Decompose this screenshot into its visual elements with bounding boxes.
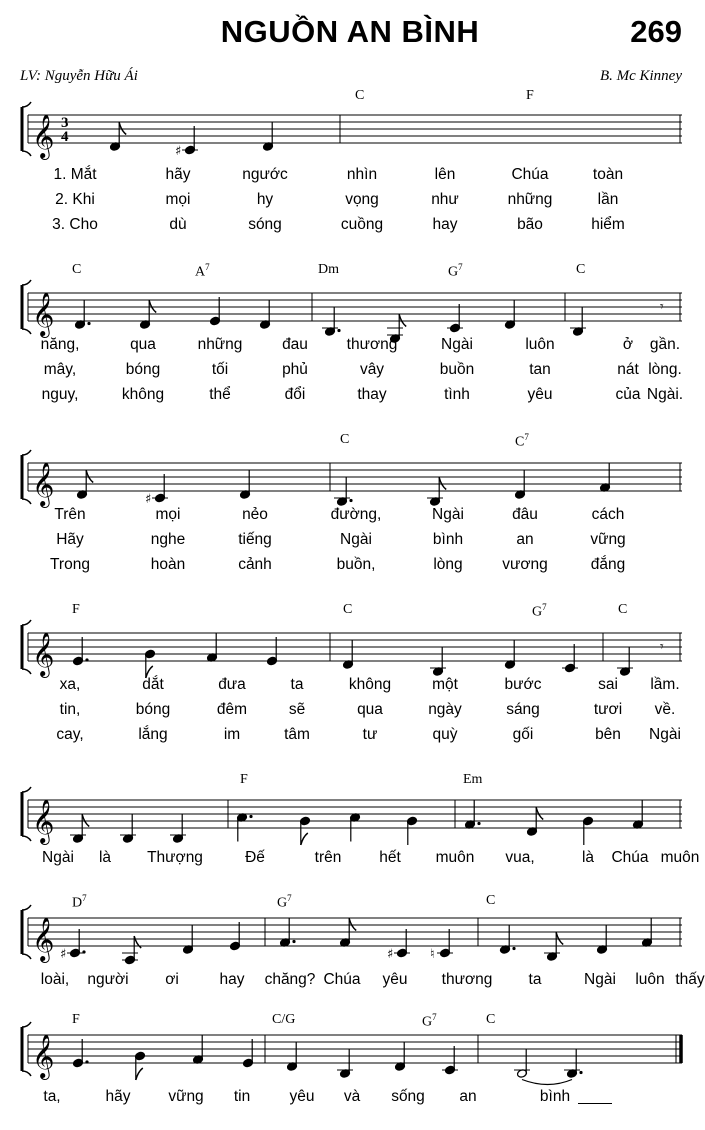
staff-system: [22, 102, 682, 160]
chord-name: C: [343, 602, 353, 617]
note: [140, 301, 157, 330]
lyric-syllable: an: [459, 1088, 477, 1105]
chord-name: D: [72, 895, 83, 911]
staff-system: [22, 280, 682, 343]
lyric-syllable: qua: [357, 701, 383, 718]
lyric-syllable: nguy,: [41, 386, 79, 403]
note: [207, 634, 218, 663]
lyric-syllable: vững: [168, 1088, 204, 1105]
lyric-syllable: bình: [539, 1088, 571, 1105]
chord-symbol: [486, 1012, 495, 1028]
note: [465, 801, 481, 830]
chord-name: G: [532, 604, 543, 620]
lyric-syllable: dắt: [142, 676, 164, 693]
note: [430, 648, 446, 677]
note: [337, 1050, 353, 1079]
lyric-syllable: gần.: [649, 336, 681, 353]
lyric-syllable: Ngài.: [646, 386, 684, 403]
treble-clef-icon: 𝄞: [32, 292, 55, 336]
lyric-syllable: phủ: [282, 361, 308, 378]
lyric-syllable: đâu: [512, 506, 538, 523]
chord-symbol: [195, 262, 210, 281]
note: [170, 815, 186, 844]
note: [322, 308, 341, 337]
lyric-syllable: Ngài: [432, 506, 464, 523]
lyric-syllable: tối: [211, 361, 229, 378]
sharp-icon: ♯: [387, 947, 394, 962]
lyric-syllable: lên: [434, 166, 456, 183]
lyric-syllable: đường,: [330, 506, 382, 523]
lyric-syllable: mây,: [43, 361, 77, 378]
chord-name: F: [240, 772, 248, 787]
lyric-syllable: muôn: [435, 849, 475, 866]
chord-name: C: [515, 434, 525, 450]
lyric-syllable: bên: [595, 726, 621, 743]
note: [407, 816, 418, 845]
lyric-syllable: ta,: [43, 1088, 61, 1105]
lyric-syllable: Trong: [50, 556, 90, 573]
lyric-syllable: đắng: [590, 556, 626, 573]
lyric-syllable: của: [615, 386, 641, 403]
eighth-rest-icon: 𝄾: [660, 299, 664, 315]
lyric-syllable: trên: [314, 849, 342, 866]
chord-symbol: [240, 772, 248, 788]
note: [527, 808, 544, 837]
chord-extension: 7: [458, 262, 463, 272]
note: [230, 922, 241, 951]
lyric-syllable: sóng: [248, 216, 282, 233]
lyric-syllable: an: [516, 531, 534, 548]
lyric-syllable: qua: [130, 336, 156, 353]
lyric-syllable: hoàn: [150, 556, 186, 573]
note: [110, 123, 127, 152]
lyric-syllable: hay: [219, 971, 245, 988]
chord-symbol: [272, 1012, 295, 1028]
lyric-syllable: vương: [502, 556, 548, 573]
staff-system: [22, 905, 682, 965]
chord-name: F: [72, 602, 80, 617]
note: [122, 936, 141, 965]
lyric-syllable: Thượng: [147, 849, 203, 866]
lyric-syllable: ngước: [242, 166, 288, 183]
chord-symbol: [340, 432, 349, 448]
lyric-syllable: không: [348, 676, 392, 693]
chord-name: F: [526, 88, 534, 103]
treble-clef-icon: 𝄞: [32, 462, 55, 506]
lyric-syllable: Ngài: [649, 726, 681, 743]
time-signature-bottom: 4: [61, 129, 69, 145]
lyric-syllable: đổi: [284, 386, 306, 403]
sharp-icon: ♯: [60, 947, 67, 962]
lyric-syllable: gối: [512, 726, 534, 743]
chord-name: Dm: [318, 262, 339, 277]
note: [334, 478, 353, 507]
lyric-syllable: bão: [517, 216, 543, 233]
lyric-syllable: tin,: [59, 701, 81, 718]
lyric-syllable: hết: [379, 849, 401, 866]
lyric-syllable: quỳ: [432, 726, 458, 743]
note: [642, 919, 653, 948]
lyric-syllable: những: [197, 336, 243, 353]
chord-name: Em: [463, 772, 483, 787]
chord-symbol: [448, 262, 463, 281]
chord-extension: 7: [205, 262, 210, 272]
lyric-syllable: tâm: [284, 726, 310, 743]
lyric-syllable: luôn: [635, 971, 665, 988]
lyric-syllable: thấy: [675, 971, 705, 988]
note: [500, 926, 516, 955]
lyric-syllable: bước: [504, 676, 542, 693]
lyric-syllable: tin: [233, 1088, 251, 1105]
lyric-syllable: là: [581, 849, 595, 866]
note: [193, 1036, 204, 1065]
chord-extension: 7: [287, 893, 292, 903]
lyric-syllable: tươi: [593, 701, 623, 718]
lyricist-credit: LV: Nguyễn Hữu Ái: [20, 68, 138, 84]
lyric-syllable: hãy: [165, 166, 191, 183]
lyric-syllable: thể: [209, 386, 231, 403]
hymn-title: NGUỒN AN BÌNH: [220, 14, 480, 49]
lyric-syllable: ta: [528, 971, 542, 988]
note: [243, 1039, 254, 1068]
lyric-syllable: lòng: [433, 556, 463, 573]
note: [343, 641, 354, 670]
note: [564, 1050, 583, 1079]
treble-clef-icon: 𝄞: [32, 799, 55, 843]
lyric-syllable: hiểm: [591, 216, 625, 233]
chord-name: A: [195, 264, 206, 280]
lyric-syllable: Ngài: [340, 531, 372, 548]
chord-name: C: [576, 262, 586, 277]
lyric-syllable: ta: [290, 676, 304, 693]
composer-credit: B. Mc Kinney: [599, 68, 682, 84]
lyric-syllable: buồn: [439, 361, 475, 378]
lyric-syllable: hay: [432, 216, 458, 233]
lyric-syllable: chăng?: [264, 971, 316, 988]
chord-name: F: [72, 1012, 80, 1027]
staff-system: [22, 620, 682, 678]
lyric-syllable: sai: [598, 676, 618, 693]
chord-symbol: [72, 602, 80, 618]
lyric-syllable: thay: [357, 386, 387, 403]
lyric-syllable: ơi: [165, 971, 179, 988]
lyric-syllable: những: [507, 191, 553, 208]
lyric-syllable: không: [121, 386, 165, 403]
chord-symbol: [576, 262, 585, 278]
lyric-syllable: sống: [391, 1088, 425, 1105]
chord-symbol: [355, 88, 364, 104]
note: [515, 471, 526, 500]
note: [633, 801, 644, 830]
lyric-syllable: thương: [441, 971, 493, 988]
lyric-syllable: tư: [362, 726, 378, 743]
chord-symbol: [532, 602, 547, 621]
lyric-syllable: Ngài: [42, 849, 74, 866]
chord-symbol: [486, 893, 495, 909]
note: [267, 637, 278, 666]
lyric-syllable: một: [432, 676, 458, 693]
note: [570, 308, 586, 337]
lyric-syllable: người: [87, 971, 129, 988]
lyric-syllable: buồn,: [336, 556, 376, 573]
staff-system: [22, 1022, 682, 1080]
lyric-syllable: luôn: [525, 336, 555, 353]
lyric-syllable: mọi: [165, 191, 191, 208]
lyric-syllable: và: [343, 1088, 361, 1105]
note: [562, 644, 578, 673]
treble-clef-icon: 𝄞: [32, 917, 55, 961]
lyric-syllable: hy: [256, 191, 274, 208]
chord-name: C: [340, 432, 350, 447]
chord-symbol: [72, 1012, 80, 1028]
chord-name: C: [486, 893, 496, 908]
lyric-syllable: bóng: [135, 701, 171, 718]
note: [260, 301, 271, 330]
lyric-syllable: hãy: [105, 1088, 131, 1105]
lyric-syllable: yêu: [289, 1088, 315, 1105]
note: [617, 648, 633, 677]
lyric-syllable: vua,: [505, 849, 535, 866]
lyric-syllable: cay,: [56, 726, 84, 743]
lyric-syllable: Hãy: [56, 531, 84, 548]
lyric-syllable: là: [98, 849, 112, 866]
chord-name: G: [277, 895, 288, 911]
lyric-syllable: dù: [169, 216, 187, 233]
lyric-syllable: yêu: [527, 386, 553, 403]
chord-extension: 7: [524, 432, 529, 442]
lyric-syllable: tan: [529, 361, 551, 378]
note: [135, 1051, 146, 1080]
note: [70, 815, 89, 844]
chord-name: C: [486, 1012, 496, 1027]
note: [505, 641, 516, 670]
lyric-syllable: đưa: [218, 676, 246, 693]
lyric-syllable: cảnh: [238, 556, 272, 573]
note: [120, 815, 136, 844]
chord-extension: 7: [82, 893, 87, 903]
lyric-syllable: vững: [590, 531, 626, 548]
time-signature-top: 3: [61, 115, 69, 131]
note: [145, 649, 156, 678]
lyric-syllable: cách: [591, 506, 625, 523]
lyric-syllable: Ngài: [584, 971, 616, 988]
lyric-syllable: muôn: [660, 849, 700, 866]
lyric-syllable: thương: [346, 336, 398, 353]
chord-symbol: [277, 893, 292, 912]
lyric-syllable: Trên: [54, 506, 86, 523]
note: [597, 926, 608, 955]
chord-name: G: [422, 1014, 433, 1030]
lyric-syllable: tình: [444, 386, 470, 403]
sharp-icon: ♯: [175, 144, 182, 159]
note: [77, 471, 94, 500]
lyric-syllable: 3. Cho: [52, 216, 98, 233]
chord-symbol: [72, 893, 87, 912]
chord-symbol: [463, 772, 482, 788]
chord-extension: 7: [542, 602, 547, 612]
lyric-syllable: ở: [622, 336, 634, 353]
chord-name: C: [72, 262, 82, 277]
lyric-syllable: Ngài: [441, 336, 473, 353]
chord-symbol: [72, 262, 81, 278]
note: [447, 304, 463, 333]
chord-name: G: [448, 264, 459, 280]
note: [210, 297, 221, 326]
lyric-syllable: yêu: [382, 971, 408, 988]
chord-name: C: [355, 88, 365, 103]
lyric-syllable: lầm.: [650, 676, 680, 693]
lyric-syllable: bóng: [125, 361, 161, 378]
lyric-syllable: vọng: [345, 191, 379, 208]
lyric-syllable: lắng: [138, 726, 168, 743]
note: [350, 813, 361, 842]
lyric-syllable: đêm: [216, 701, 248, 718]
chord-symbol: [526, 88, 534, 104]
note: [287, 1043, 298, 1072]
lyric-extender-line: [578, 1103, 612, 1104]
chord-name: C/G: [272, 1012, 296, 1027]
note: [300, 816, 311, 845]
treble-clef-icon: 𝄞: [32, 632, 55, 676]
lyric-syllable: im: [223, 726, 241, 743]
note: [544, 933, 563, 962]
note: [427, 478, 446, 507]
note: [340, 919, 357, 948]
chord-symbol: [343, 602, 352, 618]
lyric-syllable: ngày: [428, 701, 462, 718]
lyric-syllable: tiếng: [238, 531, 272, 548]
staff-system: [22, 450, 682, 508]
lyric-syllable: Đế: [245, 849, 265, 866]
chord-symbol: [515, 432, 529, 451]
lyric-syllable: nhìn: [346, 166, 378, 183]
note: [183, 926, 194, 955]
lyric-syllable: lòng.: [648, 361, 682, 378]
lyric-syllable: toàn: [592, 166, 624, 183]
note: [280, 919, 296, 948]
note: [237, 813, 253, 842]
lyric-syllable: loài,: [40, 971, 70, 988]
lyric-syllable: cuồng: [340, 216, 384, 233]
natural-icon: ♮: [430, 947, 435, 962]
chord-symbol: [318, 262, 339, 278]
lyric-syllable: 1. Mắt: [53, 166, 97, 183]
lyric-syllable: nghe: [150, 531, 186, 548]
lyric-syllable: lần: [597, 191, 619, 208]
lyric-syllable: xa,: [59, 676, 81, 693]
note: [514, 1050, 530, 1079]
lyric-syllable: sáng: [506, 701, 540, 718]
lyric-syllable: về.: [654, 701, 676, 718]
hymn-number: 269: [630, 14, 682, 49]
chord-symbol: [422, 1012, 437, 1031]
lyric-syllable: như: [431, 191, 459, 208]
lyric-syllable: vây: [359, 361, 385, 378]
note: [583, 816, 594, 845]
note: [263, 123, 274, 152]
lyric-syllable: đau: [282, 336, 308, 353]
sharp-icon: ♯: [145, 492, 152, 507]
note: [600, 464, 611, 493]
note: [395, 1043, 406, 1072]
lyric-syllable: Chúa: [323, 971, 361, 988]
note: [240, 471, 251, 500]
chord-extension: 7: [432, 1012, 437, 1022]
note: [442, 1046, 458, 1075]
note: [505, 301, 516, 330]
lyric-syllable: 2. Khi: [55, 191, 95, 208]
tie: [522, 1080, 572, 1085]
lyric-syllable: sẽ: [288, 701, 306, 718]
note: [75, 301, 91, 330]
lyric-syllable: nát: [617, 361, 639, 378]
staff-system: [22, 787, 682, 845]
treble-clef-icon: 𝄞: [32, 114, 55, 158]
treble-clef-icon: 𝄞: [32, 1034, 55, 1078]
lyric-syllable: bình: [432, 531, 464, 548]
lyric-syllable: nẻo: [242, 506, 268, 523]
lyric-syllable: Chúa: [611, 849, 649, 866]
chord-name: C: [618, 602, 628, 617]
lyric-syllable: năng,: [40, 336, 80, 353]
lyric-syllable: mọi: [155, 506, 181, 523]
lyric-syllable: Chúa: [511, 166, 549, 183]
eighth-rest-icon: 𝄾: [660, 639, 664, 655]
chord-symbol: [618, 602, 627, 618]
